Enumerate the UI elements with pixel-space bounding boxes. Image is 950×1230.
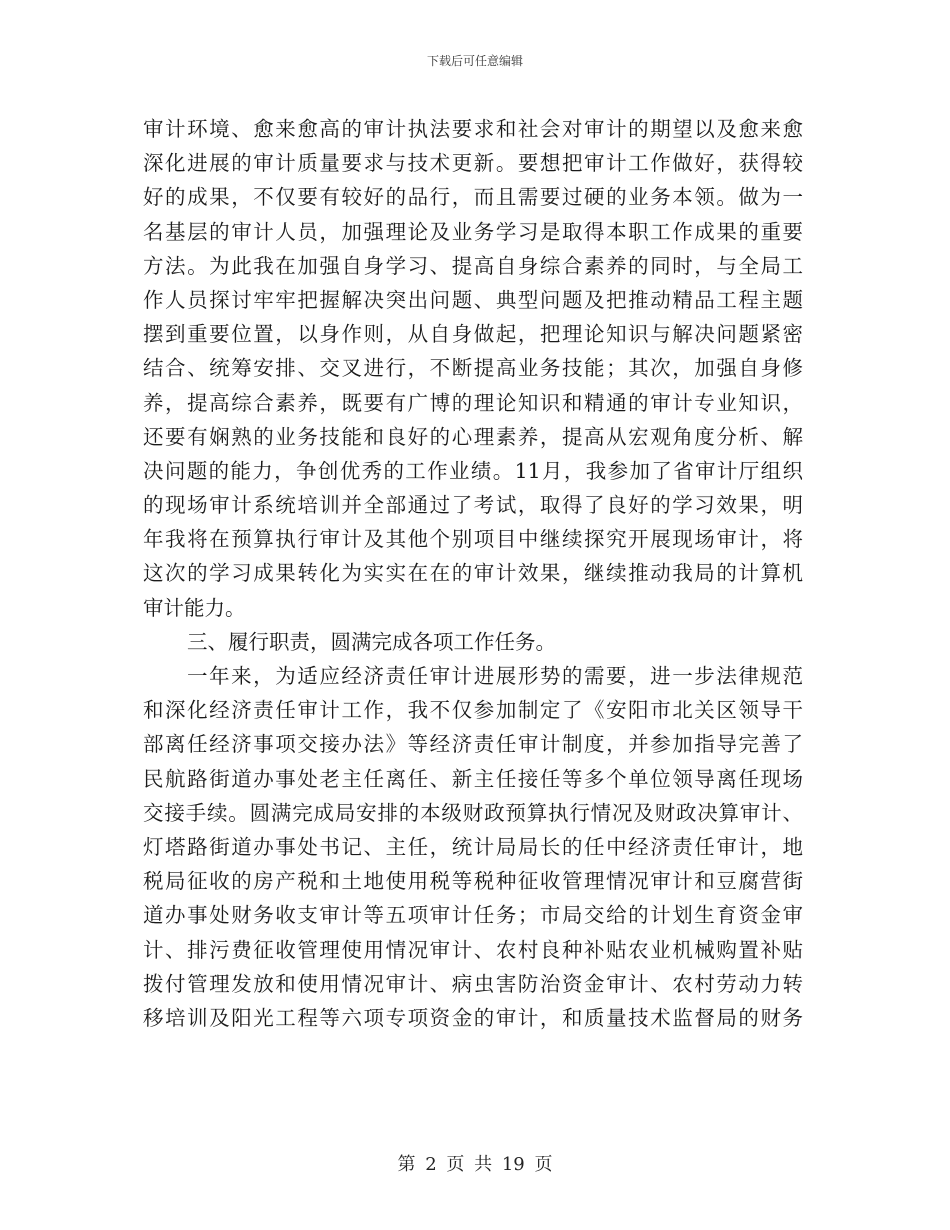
text-line: 道办事处财务收支审计等五项审计任务；市局交给的计划生育资金审 (143, 903, 803, 928)
text-line: 部离任经济事项交接办法》等经济责任审计制度，并参加指导完善了 (143, 732, 803, 757)
text-line: 好的成果，不仅要有较好的品行，而且需要过硬的业务本领。做为一 (143, 185, 803, 210)
text-line: 深化进展的审计质量要求与技术更新。要想把审计工作做好，获得较 (143, 151, 803, 176)
text-line: 摆到重要位置，以身作则，从自身做起，把理论知识与解决问题紧密 (143, 322, 803, 347)
text-line: 的现场审计系统培训并全部通过了考试，取得了良好的学习效果，明 (143, 493, 803, 518)
text-line: 交接手续。圆满完成局安排的本级财政预算执行情况及财政决算审计、 (143, 800, 803, 825)
text-line: 还要有娴熟的业务技能和良好的心理素养，提高从宏观角度分析、解 (143, 424, 803, 449)
text-line: 决问题的能力，争创优秀的工作业绩。11月，我参加了省审计厅组织 (143, 458, 803, 483)
text-line: 税局征收的房产税和土地使用税等税种征收管理情况审计和豆腐营街 (143, 869, 803, 894)
text-line: 和深化经济责任审计工作，我不仅参加制定了《安阳市北关区领导干 (143, 698, 803, 723)
section-heading: 三、履行职责，圆满完成各项工作任务。 (187, 629, 556, 654)
text-line: 移培训及阳光工程等六项专项资金的审计，和质量技术监督局的财务 (143, 1005, 803, 1030)
text-line: 计、排污费征收管理使用情况审计、农村良种补贴农业机械购置补贴 (143, 937, 803, 962)
text-line: 拨付管理发放和使用情况审计、病虫害防治资金审计、农村劳动力转 (143, 971, 803, 996)
text-line: 养，提高综合素养，既要有广博的理论知识和精通的审计专业知识， (143, 390, 803, 415)
text-line: 名基层的审计人员，加强理论及业务学习是取得本职工作成果的重要 (143, 219, 803, 244)
text-line: 方法。为此我在加强自身学习、提高自身综合素养的同时，与全局工 (143, 253, 803, 278)
text-line: 一年来，为适应经济责任审计进展形势的需要，进一步法律规范 (187, 664, 803, 688)
body-text (143, 112, 803, 1035)
page-footer: 第 2 页 共 19 页 (397, 1154, 553, 1175)
text-line: 结合、统筹安排、交叉进行，不断提高业务技能；其次，加强自身修 (143, 356, 803, 381)
text-line: 审计能力。 (143, 595, 246, 620)
text-line: 作人员探讨牢牢把握解决突出问题、典型问题及把推动精品工程主题 (143, 287, 803, 312)
text-line: 民航路街道办事处老主任离任、新主任接任等多个单位领导离任现场 (143, 766, 803, 791)
text-line: 灯塔路街道办事处书记、主任，统计局局长的任中经济责任审计，地 (143, 834, 803, 859)
page-header: 下载后可任意编辑 (426, 54, 523, 68)
text-line: 年我将在预算执行审计及其他个别项目中继续探究开展现场审计，将 (143, 527, 803, 552)
text-line: 审计环境、愈来愈高的审计执法要求和社会对审计的期望以及愈来愈 (143, 117, 803, 141)
text-line: 这次的学习成果转化为实实在在的审计效果，继续推动我局的计算机 (143, 561, 803, 586)
